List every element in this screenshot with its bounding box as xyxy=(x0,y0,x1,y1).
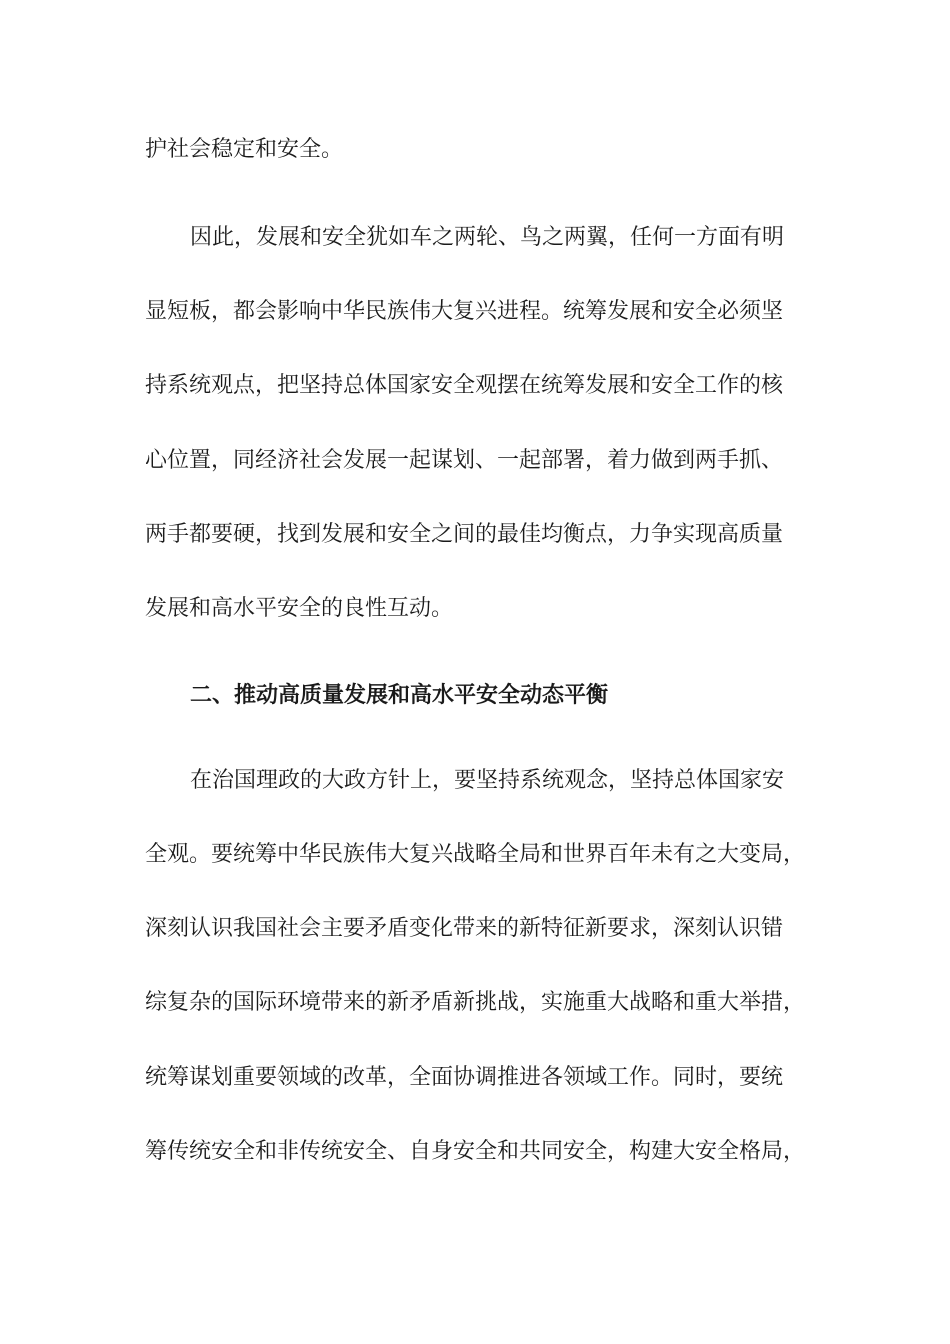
paragraph-line: 心位置，同经济社会发展一起谋划、一起部署，着力做到两手抓、 xyxy=(145,448,784,473)
paragraph-line: 全观。要统筹中华民族伟大复兴战略全局和世界百年未有之大变局， xyxy=(145,842,806,867)
paragraph-line: 筹传统安全和非传统安全、自身安全和共同安全，构建大安全格局， xyxy=(145,1139,806,1164)
paragraph-line: 持系统观点，把坚持总体国家安全观摆在统筹发展和安全工作的核 xyxy=(145,373,784,398)
paragraph-line: 深刻认识我国社会主要矛盾变化带来的新特征新要求，深刻认识错 xyxy=(145,916,784,941)
paragraph-line: 发展和高水平安全的良性互动。 xyxy=(145,596,454,621)
paragraph-line: 护社会稳定和安全。 xyxy=(145,137,344,162)
paragraph-line: 因此，发展和安全犹如车之两轮、鸟之两翼，任何一方面有明 xyxy=(190,225,785,250)
paragraph-line: 在治国理政的大政方针上，要坚持系统观念，坚持总体国家安 xyxy=(190,768,785,793)
paragraph-line: 显短板，都会影响中华民族伟大复兴进程。统筹发展和安全必须坚 xyxy=(145,299,784,324)
paragraph-line: 统筹谋划重要领域的改革，全面协调推进各领域工作。同时，要统 xyxy=(145,1065,784,1090)
paragraph-line: 综复杂的国际环境带来的新矛盾新挑战，实施重大战略和重大举措， xyxy=(145,990,806,1015)
section-heading: 二、推动高质量发展和高水平安全动态平衡 xyxy=(190,683,609,708)
paragraph-line: 两手都要硬，找到发展和安全之间的最佳均衡点，力争实现高质量 xyxy=(145,522,784,547)
